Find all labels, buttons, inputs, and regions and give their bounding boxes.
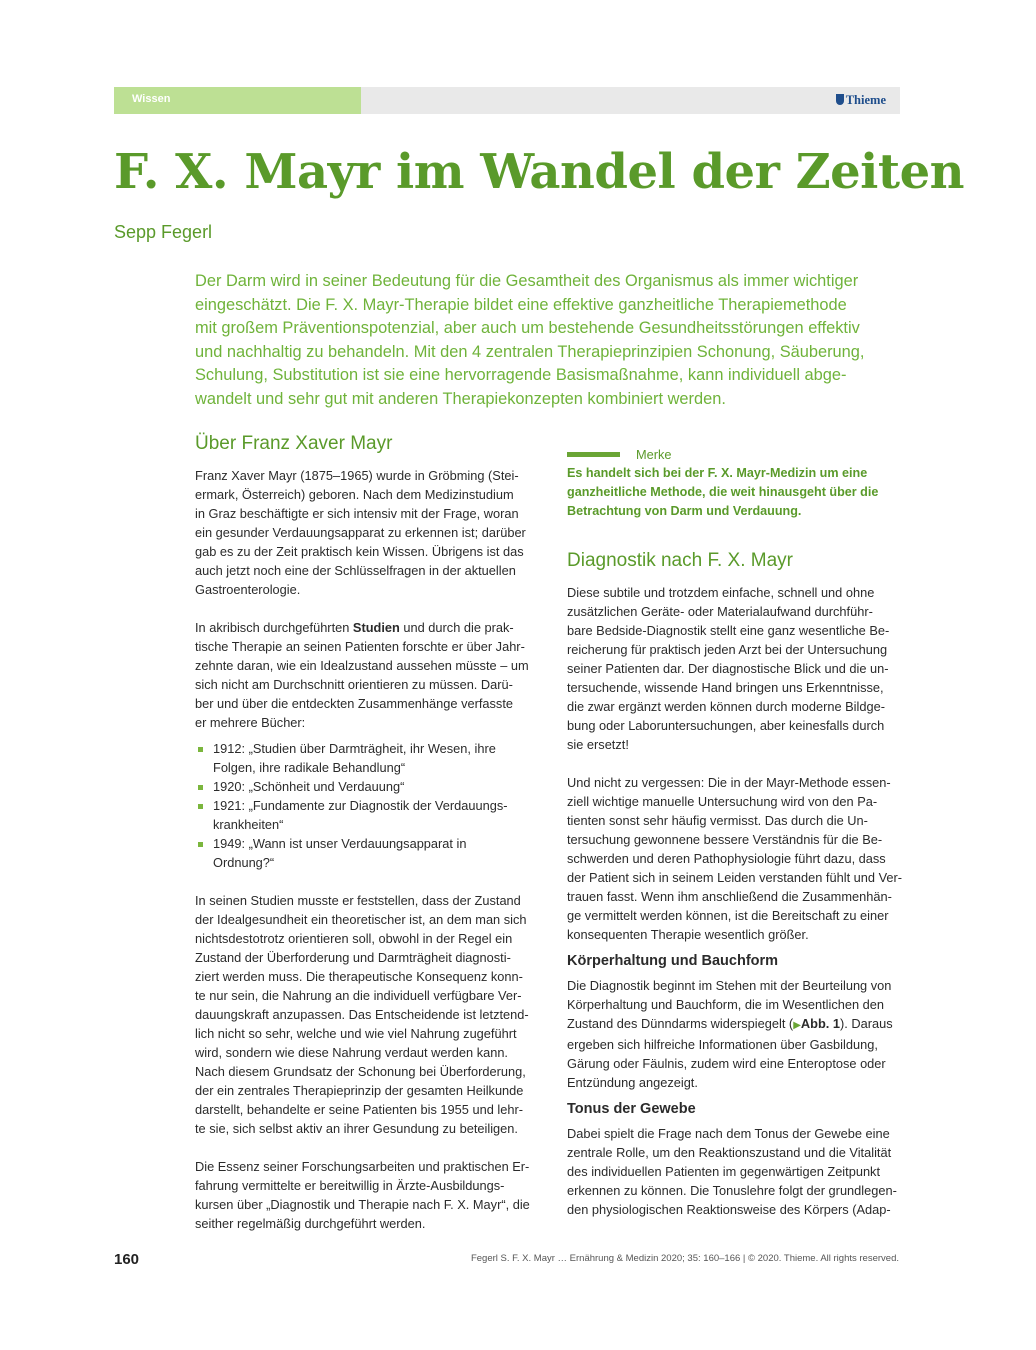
text-line: der ein zentrales Therapieprinzip der gesamten Heilkunde xyxy=(195,1083,524,1098)
section-heading-about-mayr: Über Franz Xaver Mayr xyxy=(195,433,393,454)
right-column xyxy=(567,445,907,1238)
text-line: Es handelt sich bei der F. X. Mayr-Medizin um eine xyxy=(567,466,868,480)
text-line: trauen fasst. Wenn ihm anschließend die Zusammenhän- xyxy=(567,889,892,904)
text-line: tersuchende, wissende Hand bringen uns Erkenntnisse, xyxy=(567,680,884,695)
merke-box xyxy=(567,445,907,521)
text-line: lich nicht so sehr, welche und wie viel Nahrung zugeführt xyxy=(195,1026,517,1041)
text-line: 1912: „Studien über Darmträgheit, ihr Wesen, ihre xyxy=(213,741,496,756)
text-line: des individuellen Patienten im gegenwärtigen Zeitpunkt xyxy=(567,1164,881,1179)
paragraph xyxy=(195,618,535,732)
footer-citation: Fegerl S. F. X. Mayr … Ernährung & Medizin 2020; 35: 160–166 | © 2020. Thieme. All rights reserved. xyxy=(470,1253,899,1264)
text-line: nichtsdestotrotz orientieren soll, obwohl in der Regel ein xyxy=(195,931,513,946)
text-line: seiner Patienten dar. Der diagnostische Blick und die un- xyxy=(567,661,889,676)
section-tag xyxy=(114,87,361,114)
text-line: schwerden und deren Pathophysiologie führt dazu, dass xyxy=(567,851,886,866)
text-line: konsequenten Therapie wesentlich größer. xyxy=(567,927,809,942)
text-line: Die Essenz seiner Forschungsarbeiten und praktischen Er- xyxy=(195,1159,530,1174)
text-line: tersuchung gewonnene bessere Verständnis für die Be- xyxy=(567,832,883,847)
page-number: 160 xyxy=(114,1251,140,1268)
paragraph xyxy=(567,583,907,754)
text-line: Körperhaltung und Bauchform, die im Wesentlichen den xyxy=(567,997,885,1012)
text-line: dauungskraft anzupassen. Das Entscheidende ist letztend- xyxy=(195,1007,529,1022)
merke-bar xyxy=(567,452,620,457)
text-line: tienten sonst sehr häufig vermisst. Das durch die Un- xyxy=(567,813,868,828)
text-line: 1921: „Fundamente zur Diagnostik der Verdauungs- xyxy=(213,798,508,813)
text-line: erkennen zu können. Die Tonuslehre folgt der grundlegen- xyxy=(567,1183,897,1198)
text-line: seither regelmäßig durchgeführt werden. xyxy=(195,1216,426,1231)
text-span: und durch die prak- xyxy=(399,620,514,635)
list-item xyxy=(195,739,535,777)
text-line: ein gesunder Verdauungsapparat zu erkennen ist; darüber xyxy=(195,525,526,540)
text-line: bare Bedside-Diagnostik stellt eine ganz wesentliche Be- xyxy=(567,623,890,638)
text-line: ziell wichtige manuelle Untersuchung wird von den Pa- xyxy=(567,794,878,809)
abstract-line: eingeschätzt. Die F. X. Mayr-Therapie bildet eine effektive ganzheitliche Therapiemethode xyxy=(195,295,847,314)
text-line: Ordnung?“ xyxy=(213,855,275,870)
list-item xyxy=(195,777,535,796)
text-line: ermark, Österreich) geboren. Nach dem Medizinstudium xyxy=(195,487,514,502)
text-line: Gärung oder Fäulnis, zudem wird eine Enteroptose oder xyxy=(567,1056,886,1071)
emphasis-studien: Studien xyxy=(352,620,400,635)
text-span: In akribisch durchgeführten xyxy=(195,620,353,635)
text-line: auch jetzt noch eine der Schlüsselfragen in der aktuellen xyxy=(195,563,516,578)
figure-ref-arrow-icon: ▶ xyxy=(793,1020,801,1031)
text-line: Folgen, ihre radikale Behandlung“ xyxy=(213,760,406,775)
text-line: zusätzlichen Geräte- oder Materialaufwand durchführ- xyxy=(567,604,873,619)
text-line: Die Diagnostik beginnt im Stehen mit der Beurteilung von xyxy=(567,978,892,993)
text-line: die zwar ergänzt werden können durch moderne Bildge- xyxy=(567,699,885,714)
text-line: Nach diesem Grundsatz der Schonung bei Überforderung, xyxy=(195,1064,526,1079)
paragraph xyxy=(567,1124,907,1219)
text-line xyxy=(195,618,535,637)
text-line: gab es zu der Zeit praktisch kein Wissen. Übrigens ist das xyxy=(195,544,524,559)
abstract-line: Schulung, Substitution ist sie eine hervorragende Basismaßnahme, kann individuell abge- xyxy=(195,366,847,384)
text-line: Und nicht zu vergessen: Die in der Mayr-Methode essen- xyxy=(567,775,891,790)
abstract-line: wandelt und sehr gut mit anderen Therapiekonzepten kombiniert werden. xyxy=(195,389,726,408)
section-heading-diagnostik: Diagnostik nach F. X. Mayr xyxy=(567,550,793,571)
text-line: fahrung vermittelte er bereitwillig in Ärzte-Ausbildungs- xyxy=(195,1178,505,1193)
text-line: Entzündung angezeigt. xyxy=(567,1075,698,1090)
text-line: ge vermittelt werden können, ist die Bereitschaft zu einer xyxy=(567,908,889,923)
section-header-bar xyxy=(114,87,900,114)
text-line: Gastroenterologie. xyxy=(195,582,301,597)
text-line: kursen über „Diagnostik und Therapie nach F. X. Mayr“, die xyxy=(195,1197,530,1212)
text-line: 1920: „Schönheit und Verdauung“ xyxy=(213,779,405,794)
publisher-logo xyxy=(836,93,886,108)
abstract-line: und nachhaltig zu behandeln. Mit den 4 zentralen Therapieprinzipien Schonung, Säuberung, xyxy=(195,342,865,361)
text-line: ergeben sich hilfreiche Informationen über Gasbildung, xyxy=(567,1037,878,1052)
abstract-line: Der Darm wird in seiner Bedeutung für die Gesamtheit des Organismus als immer wichtiger xyxy=(195,272,859,290)
thieme-shield-icon xyxy=(836,94,844,105)
text-line: reicherung für praktisch jeden Arzt bei der Untersuchung xyxy=(567,642,888,657)
merke-text xyxy=(567,464,907,521)
merke-header xyxy=(567,445,907,464)
text-line xyxy=(567,1014,907,1035)
book-list xyxy=(195,739,535,872)
text-line: Franz Xaver Mayr (1875–1965) wurde in Gröbming (Stei- xyxy=(195,468,519,483)
abstract-line: mit großem Präventionspotenzial, aber auch um bestehende Gesundheitsstörungen effektiv xyxy=(195,319,860,337)
text-line: er mehrere Bücher: xyxy=(195,715,306,730)
text-line: in Graz beschäftigte er sich intensiv mit der Frage, woran xyxy=(195,506,519,521)
text-line: 1949: „Wann ist unser Verdauungsapparat in xyxy=(213,836,467,851)
text-line: ganzheitliche Methode, die weit hinausgeht über die xyxy=(567,485,879,499)
publisher-name: Thieme xyxy=(845,93,886,107)
list-item xyxy=(195,834,535,872)
text-line: sie ersetzt! xyxy=(567,737,629,752)
subheading-tonus: Tonus der Gewebe xyxy=(567,1101,696,1117)
text-line: zentrale Rolle, um den Reaktionszustand und die Vitalität xyxy=(567,1145,892,1160)
text-line: ber und über die entdeckten Zusammenhänge verfasste xyxy=(195,696,513,711)
text-line: wird, sondern wie diese Nahrung verdaut werden kann. xyxy=(195,1045,508,1060)
text-line: den physiologischen Reaktionsweise des Körpers (Adap- xyxy=(567,1202,891,1217)
text-line: der Patient sich in seinem Leiden verstanden fühlt und Ver- xyxy=(567,870,903,885)
text-line: Betrachtung von Darm und Verdauung. xyxy=(567,504,802,518)
text-line: te sie, sich selbst aktiv an ihrer Gesundung zu beteiligen. xyxy=(195,1121,518,1136)
text-span: ). Daraus xyxy=(840,1016,893,1031)
left-column xyxy=(195,431,535,1252)
figure-ref-link[interactable]: Abb. 1 xyxy=(800,1016,841,1031)
text-line: Zustand der Überforderung und Darmträgheit diagnosti- xyxy=(195,950,511,965)
merke-label: Merke xyxy=(636,447,672,462)
paragraph xyxy=(567,773,907,944)
paragraph xyxy=(195,891,535,1138)
text-line: Diese subtile und trotzdem einfache, schnell und ohne xyxy=(567,585,875,600)
article-abstract xyxy=(195,270,905,411)
text-line: zehnte daran, wie ein Idealzustand aussehen müsste – um xyxy=(195,658,529,673)
text-line: sich nicht am Durchschnitt orientieren zu müssen. Darü- xyxy=(195,677,513,692)
text-span: Zustand des Dünndarms widerspiegelt ( xyxy=(567,1016,794,1031)
paragraph xyxy=(195,1157,535,1233)
text-line: tische Therapie an seinen Patienten forschte er über Jahr- xyxy=(195,639,525,654)
text-line: darstellt, behandelte er seine Patienten bis 1955 und lehr- xyxy=(195,1102,523,1117)
text-line: te nur sein, die Nahrung an die individuell verfügbare Ver- xyxy=(195,988,522,1003)
text-line: der Idealgesundheit ein theoretischer ist, an dem man sich xyxy=(195,912,527,927)
text-line: bung oder Laboruntersuchungen, aber keinesfalls durch xyxy=(567,718,885,733)
section-tag-label: Wissen xyxy=(132,93,171,105)
paragraph xyxy=(195,466,535,599)
paragraph xyxy=(567,976,907,1092)
text-line: krankheiten“ xyxy=(213,817,284,832)
subheading-koerperhaltung: Körperhaltung und Bauchform xyxy=(567,953,779,969)
text-line: ziert werden muss. Die therapeutische Konsequenz konn- xyxy=(195,969,523,984)
text-line: Dabei spielt die Frage nach dem Tonus der Gewebe eine xyxy=(567,1126,890,1141)
list-item xyxy=(195,796,535,834)
text-line: In seinen Studien musste er feststellen, dass der Zustand xyxy=(195,893,521,908)
article-title: F. X. Mayr im Wandel der Zeiten xyxy=(114,144,964,200)
article-author: Sepp Fegerl xyxy=(114,222,213,242)
